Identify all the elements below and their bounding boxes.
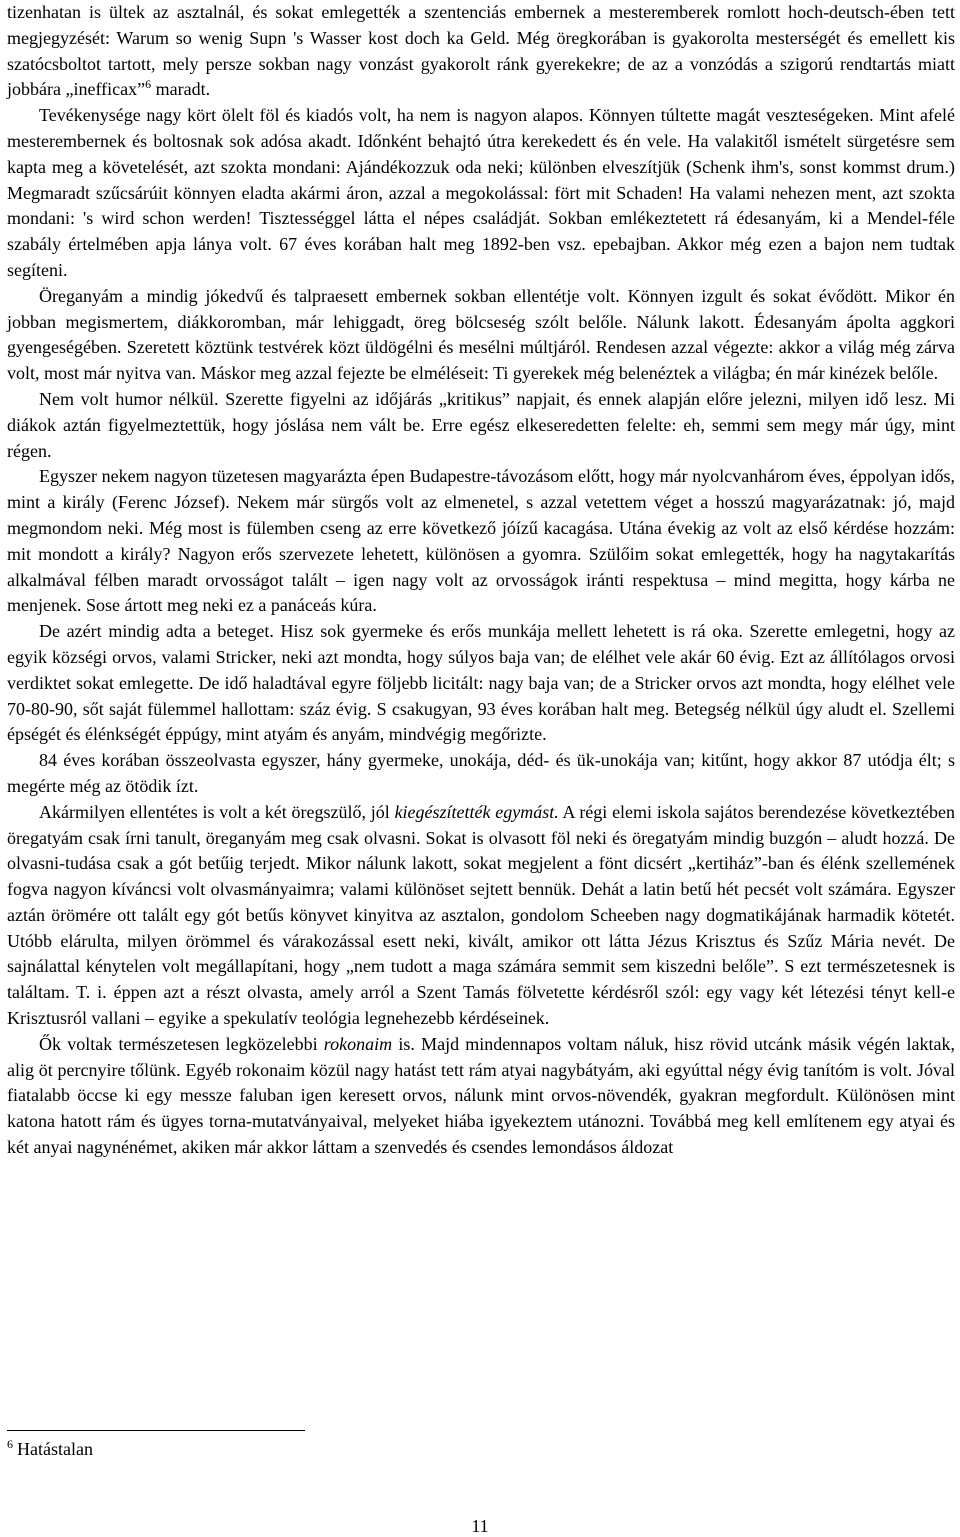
- footnote-divider: [7, 1430, 305, 1431]
- footnote-number: 6: [7, 1437, 13, 1451]
- paragraph: [7, 748, 955, 800]
- page-number: 11: [471, 1516, 489, 1536]
- paragraph: [7, 0, 955, 103]
- footnote: [7, 1437, 93, 1461]
- paragraph-text: is. Majd mindennapos voltam náluk, hisz rövid utcánk másik végén laktak, alig öt percnyire tőlünk. Egyéb rokonaim közül nagy hatást tett rám atyai nagybátyám, aki egyúttal négy évig tanítóm is volt. Jóval fiatalabb öccse ki egy messze faluban igen keresett orvos, nálunk mint orvos-növendék, gyakran megfordult. Különösen mint katona hatott rám és ügyes torna-mutatványaival, melyeket hiába igyekeztem utánozni. Továbbá meg kell említenem egy atyai és két anyai nagynénémet, akiken már akkor láttam a szenvedés és csendes lemondásos áldozat: [7, 1033, 955, 1158]
- paragraph: [7, 1032, 955, 1161]
- paragraph: [7, 284, 955, 387]
- page-content: [7, 0, 955, 1161]
- footnote-reference: 6: [145, 77, 152, 92]
- footnote-text: Hatástalan: [17, 1439, 93, 1459]
- paragraph-text: Ők voltak természetesen legközelebbi: [39, 1033, 324, 1054]
- emphasis-text: rokonaim: [323, 1033, 393, 1054]
- body-text: [7, 0, 955, 1161]
- paragraph-text: maradt.: [151, 79, 211, 100]
- paragraph-text: 84 éves korában összeolvasta egyszer, hány gyermeke, unokája, déd- és ük-unokája van; kitűnt, hogy akkor 87 utódja élt; s megérte még az ötödik ízt.: [7, 750, 955, 796]
- paragraph: [7, 387, 955, 464]
- paragraph: [7, 619, 955, 748]
- paragraph-text: Akármilyen ellentétes is volt a két öregszülő, jól: [39, 801, 395, 822]
- emphasis-text: kiegészítették egymást.: [394, 801, 559, 822]
- paragraph-text: Tevékenysége nagy kört ölelt föl és kiadós volt, ha nem is nagyon alapos. Könnyen túltette magát veszteségeken. Mint afelé mesterembernek és boltosnak sok adósa akadt. Időnként behajtó útra kerekedett és én vele. Ha valakitől ismételt sürgetésre sem kapta meg a követelését, azt szokta mondani: Ajándékozzuk oda neki; különben elveszítjük (Schenk ihm's, sonst kommst drum.) Megmaradt szűcsárúit könnyen eladta akármi áron, azzal a megokolással: fört mit Schaden! Ha valami nehezen ment, azt szokta mondani: 's wird schon werden! Tisztességgel látta el népes családját. Sokban emlékeztetett rá édesanyám, ki a Mendel-féle szabály értelmében apja lánya volt. 67 éves korában halt meg 1892-ben vsz. epebajban. Akkor még ezen a bajon nem tudtak segíteni.: [7, 105, 955, 280]
- paragraph: [7, 464, 955, 619]
- paragraph-text: De azért mindig adta a beteget. Hisz sok gyermeke és erős munkája mellett lehetett is rá oka. Szerette emlegetni, hogy az egyik községi orvos, valami Stricker, neki azt mondta, hogy súlyos baja van; de elélhet vele akár 60 évig. Ezt az állítólagos orvosi verdiktet sokat emlegette. De idő haladtával egyre följebb licitált: nagy baja van; de a Stricker orvos azt mondta, hogy elélhet vele 70-80-90, sőt saját fülemmel hallottam: száz évig. S csakugyan, 93 éves korában halt meg. Betegség nélkül úgy aludt el. Szellemi épségét és élénkségét éppúgy, mint atyám és anyám, mindvégig megőrizte.: [7, 621, 955, 745]
- paragraph-text: A régi elemi iskola sajátos berendezése következtében öregatyám csak írni tanult, öreganyám meg csak olvasni. Sokat is olvasott föl neki és öregatyám mindig buzgón – aludt hozzá. De olvasni-tudása csak a gót betűig terjedt. Mikor nálunk lakott, sokat megjelent a fönt dicsért „kertiház”-ban és élénk szellemének fogva nagyon kíváncsi volt olvasmányaimra; valami különöset sejtett bennük. Dehát a latin betű hét pecsét volt számára. Egyszer aztán örömére ott talált egy gót betűs könyvet kinyitva az asztalon, gondolom Scheeben nagy dogmatikájának harmadik kötetét. Utóbb elárulta, milyen örömmel és várakozással esett neki, kivált, amikor ott látta Jézus Krisztus és Szűz Mária nevét. De sajnálattal kénytelen volt megállapítani, hogy „nem tudott a maga számára semmit sem kiszedni belőle”. S ezt természetesnek is találtam. T. i. éppen azt a részt olvasta, amely arról a Szent Tamás fölvetette kérdésről szól: egy vagy két létezési tényt kell-e Krisztusról vallani – egyike a spekulatív teológia legnehezebb kérdéseinek.: [7, 801, 955, 1029]
- paragraph-text: Egyszer nekem nagyon tüzetesen magyarázta épen Budapestre-távozásom előtt, hogy már nyolcvanhárom éves, éppolyan idős, mint a király (Ferenc József). Nekem már sürgős volt az elmenetel, s azzal vetettem véget a hosszú magyarázatnak: jó, majd megmondom neki. Még most is fülemben cseng az erre következő jóízű kacagása. Utána évekig az volt az első kérdése hozzám: mit mondott a király? Nagyon erős szervezete lehetett, különösen a gyomra. Szülőim sokat emlegették, hogy ha nagytakarítás alkalmával félben maradt orvosságot talált – igen nagy volt az orvosságok iránti respektusa – mind megitta, hogy kárba ne menjenek. Sose ártott meg neki ez a panáceás kúra.: [7, 466, 955, 616]
- paragraph-text: Nem volt humor nélkül. Szerette figyelni az időjárás „kritikus” napjait, és ennek alapján előre jelezni, milyen idő lesz. Mi diákok aztán figyelmeztettük, hogy jóslása nem vált be. Erre egész elkeseredetten felelte: eh, semmi sem megy már úgy, mint régen.: [7, 388, 955, 461]
- paragraph: [7, 800, 955, 1032]
- paragraph: [7, 103, 955, 284]
- paragraph-text: Öreganyám a mindig jókedvű és talpraesett embernek sokban ellentétje volt. Könnyen izgult és sokat évődött. Mikor én jobban megismertem, diákkoromban, már lehiggadt, öreg bölcseség szólt belőle. Nálunk lakott. Édesanyám ápolta aggkori gyengeségében. Szeretett köztünk testvérek közt üldögélni és mesélni múltjáról. Rendesen azzal végezte: akkor a világ még zárva volt, most már nyitva van. Máskor meg azzal fejezte be elméléseit: Ti gyerekek még belenéztek a világba; én már kinézek belőle.: [7, 285, 955, 384]
- paragraph-text: tizenhatan is ültek az asztalnál, és sokat emlegették a szentenciás embernek a mesteremberek romlott hoch-deutsch-ében tett megjegyzését: Warum so wenig Supn 's Wasser kost doch ka Geld. Még öregkorában is gyakorolta mesterségét és emellett kis szatócsboltot tartott, mely persze sokban nagy vonzást gyakorolt ránk gyerekekre; de az a vonzódás a szigorú rendtartás miatt jobbára „inefficax”: [7, 2, 955, 100]
